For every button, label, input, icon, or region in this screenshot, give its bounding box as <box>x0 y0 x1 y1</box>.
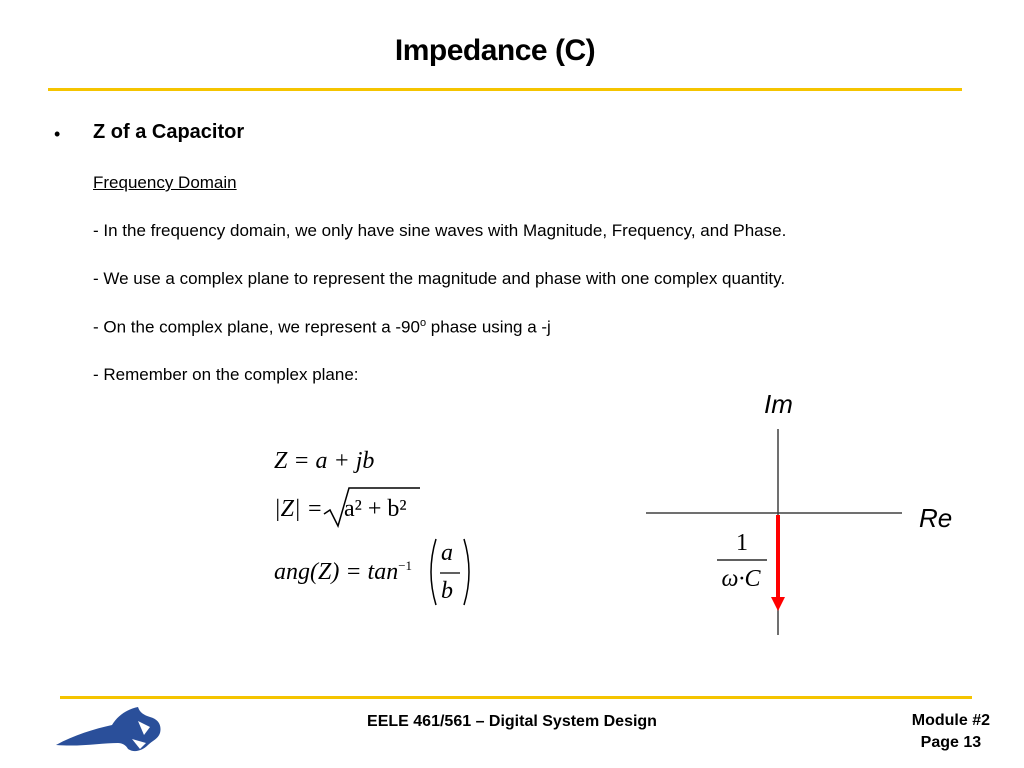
eq2-lhs: |Z| = <box>274 496 323 522</box>
eq2-radicand: a² + b² <box>344 496 407 522</box>
body-line-2: - We use a complex plane to represent the magnitude and phase with one complex quantity. <box>93 269 786 288</box>
equation-z-definition <box>274 448 374 475</box>
equation-angle <box>274 558 412 586</box>
impedance-vector-arrowhead <box>771 597 785 611</box>
phase-text-before: - On the complex plane, we represent a -90 <box>93 317 420 337</box>
body-line-1: - In the frequency domain, we only have sine waves with Magnitude, Frequency, and Phase. <box>93 221 787 240</box>
section-heading: Z of a Capacitor <box>93 121 245 143</box>
vector-magnitude-denominator: ω·C <box>721 566 761 592</box>
degree-superscript: o <box>419 317 427 329</box>
title-divider <box>48 88 962 91</box>
eq3-numerator: a <box>441 540 453 566</box>
re-axis-label: Re <box>919 503 953 533</box>
eq3-exponent: −1 <box>398 558 413 573</box>
page-number: Page 13 <box>920 734 982 751</box>
body-line-4: - Remember on the complex plane: <box>93 365 359 384</box>
bullet-marker: • <box>54 124 61 144</box>
equation-magnitude <box>274 496 323 523</box>
subheading-frequency-domain: Frequency Domain <box>93 173 237 192</box>
im-axis-label: Im <box>764 389 793 419</box>
eq3-lhs: ang(Z) = tan <box>274 559 399 585</box>
page-title: Impedance (C) <box>394 34 596 67</box>
body-line-3 <box>93 317 551 338</box>
complex-plane <box>640 425 910 640</box>
eq1-text: Z = a + jb <box>274 448 375 474</box>
eq3-denominator: b <box>441 578 453 604</box>
course-title: EELE 461/561 – Digital System Design <box>367 713 657 730</box>
page-info <box>912 710 990 754</box>
vector-magnitude-numerator: 1 <box>736 530 748 556</box>
footer-divider <box>60 696 972 699</box>
module-number: Module #2 <box>911 712 990 729</box>
phase-text-after: phase using a -j <box>426 317 551 337</box>
